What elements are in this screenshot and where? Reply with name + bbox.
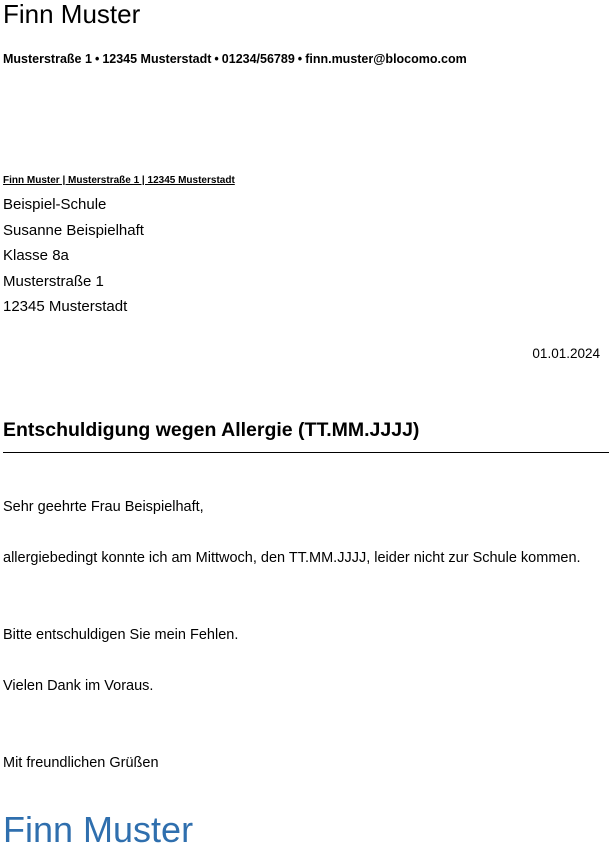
recipient-class: Klasse 8a — [3, 247, 69, 264]
salutation: Sehr geehrte Frau Beispielhaft, — [3, 499, 204, 515]
recipient-name: Susanne Beispielhaft — [3, 221, 144, 239]
sender-contact-line — [3, 51, 467, 67]
body-paragraph-3: Vielen Dank im Voraus. — [3, 678, 154, 694]
signature: Finn Muster — [3, 809, 194, 850]
sender-phone: 01234/56789 — [221, 52, 295, 66]
letter-date: 01.01.2024 — [532, 346, 600, 361]
recipient-address-block — [3, 192, 144, 320]
sender-city: 12345 Musterstadt — [102, 52, 212, 66]
body-paragraph-1: allergiebedingt konnte ich am Mittwoch, den TT.MM.JJJJ, leider nicht zur Schule kommen. — [3, 550, 581, 566]
sender-name: Finn Muster — [3, 0, 141, 29]
recipient-organization: Beispiel-Schule — [3, 196, 107, 213]
sender-email: finn.muster@blocomo.com — [305, 52, 467, 66]
separator-bullet: • — [297, 52, 303, 66]
recipient-city: 12345 Musterstadt — [3, 298, 128, 315]
separator-bullet: • — [94, 52, 100, 66]
recipient-street: Musterstraße 1 — [3, 272, 104, 290]
return-address-line: Finn Muster | Musterstraße 1 | 12345 Musterstadt — [3, 175, 235, 186]
subject-line: Entschuldigung wegen Allergie (TT.MM.JJJJ) — [3, 419, 420, 441]
subject-divider — [3, 452, 609, 453]
body-paragraph-2: Bitte entschuldigen Sie mein Fehlen. — [3, 627, 239, 643]
sender-street: Musterstraße 1 — [3, 52, 92, 66]
separator-bullet: • — [214, 52, 219, 66]
closing: Mit freundlichen Grüßen — [3, 755, 159, 771]
